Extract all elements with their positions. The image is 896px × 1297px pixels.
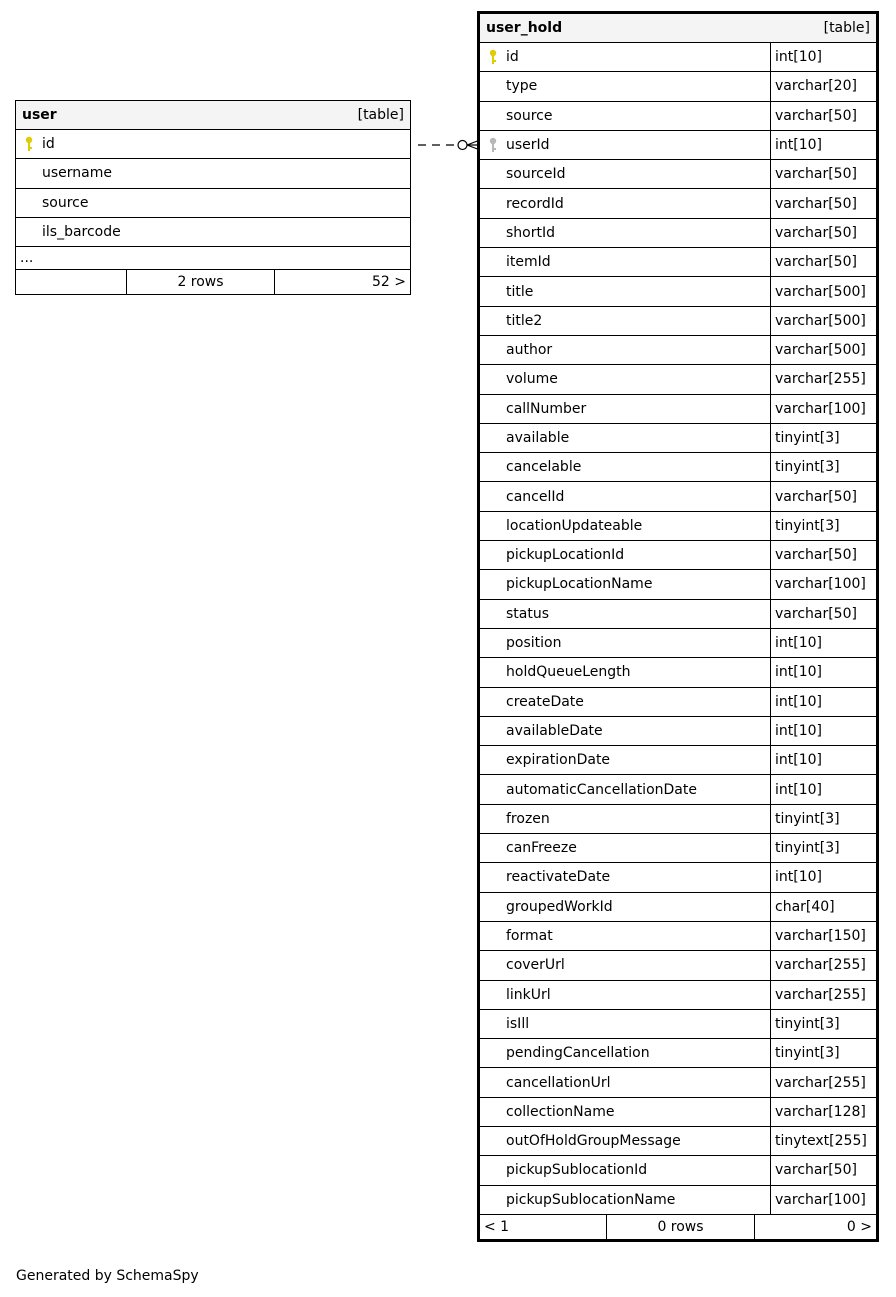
table-name[interactable]: user	[22, 107, 57, 123]
column-name	[480, 863, 770, 891]
column-name-text: id	[42, 136, 55, 153]
column-name	[480, 72, 770, 100]
column-row[interactable]	[480, 922, 876, 951]
column-name-text: createDate	[506, 693, 584, 710]
column-row[interactable]	[480, 1098, 876, 1127]
column-type: varchar[255]	[770, 1068, 876, 1096]
column-type: int[10]	[770, 717, 876, 745]
column-name-text: canFreeze	[506, 840, 577, 857]
column-type: varchar[100]	[770, 395, 876, 423]
column-name-text: volume	[506, 371, 558, 388]
column-type: varchar[50]	[770, 482, 876, 510]
column-row[interactable]	[480, 893, 876, 922]
column-row[interactable]	[16, 130, 410, 159]
column-name	[480, 717, 770, 745]
column-row[interactable]	[480, 951, 876, 980]
column-name-text: type	[506, 78, 538, 95]
column-type: varchar[50]	[770, 219, 876, 247]
column-type: int[10]	[770, 131, 876, 159]
footer-left	[16, 270, 127, 294]
column-row[interactable]	[480, 746, 876, 775]
column-name	[480, 1098, 770, 1126]
column-name	[16, 189, 410, 217]
column-name-text: shortId	[506, 224, 555, 241]
column-row[interactable]	[480, 688, 876, 717]
column-type: int[10]	[770, 43, 876, 71]
row-count: 2 rows	[127, 270, 275, 294]
column-name	[480, 922, 770, 950]
column-name-text: pickupSublocationId	[506, 1162, 648, 1179]
column-type: tinyint[3]	[770, 453, 876, 481]
column-row[interactable]	[480, 981, 876, 1010]
column-name-text: position	[506, 635, 562, 652]
column-type: char[40]	[770, 893, 876, 921]
column-name-text: title	[506, 283, 534, 300]
column-row[interactable]	[480, 336, 876, 365]
column-name-text: availableDate	[506, 722, 603, 739]
column-row[interactable]	[480, 248, 876, 277]
column-row[interactable]	[16, 218, 410, 247]
column-name-text: frozen	[506, 810, 550, 827]
column-name	[480, 834, 770, 862]
column-type: varchar[50]	[770, 600, 876, 628]
column-type: varchar[20]	[770, 72, 876, 100]
table-kind: [table]	[357, 107, 404, 123]
column-name	[480, 512, 770, 540]
column-name	[480, 775, 770, 803]
column-name-text: locationUpdateable	[506, 517, 643, 534]
parent-count-link[interactable]: < 1	[480, 1215, 607, 1239]
column-row[interactable]	[480, 658, 876, 687]
column-name-text: pickupLocationId	[506, 547, 625, 564]
column-type: varchar[50]	[770, 189, 876, 217]
column-name	[480, 1068, 770, 1096]
column-type: int[10]	[770, 688, 876, 716]
table-kind: [table]	[823, 20, 870, 36]
column-name-text: collectionName	[506, 1103, 615, 1120]
column-name-text: outOfHoldGroupMessage	[506, 1133, 681, 1150]
column-row[interactable]	[480, 102, 876, 131]
column-row[interactable]	[480, 189, 876, 218]
column-row[interactable]	[16, 159, 410, 188]
column-type: int[10]	[770, 863, 876, 891]
column-name	[16, 159, 410, 187]
column-type: tinyint[3]	[770, 512, 876, 540]
column-row[interactable]	[480, 160, 876, 189]
column-row[interactable]	[480, 72, 876, 101]
column-type: int[10]	[770, 746, 876, 774]
column-name	[480, 688, 770, 716]
column-type: varchar[255]	[770, 365, 876, 393]
column-row[interactable]	[480, 570, 876, 599]
column-row[interactable]	[480, 43, 876, 72]
column-name-text: recordId	[506, 195, 564, 212]
column-name	[480, 570, 770, 598]
column-row[interactable]	[480, 131, 876, 160]
column-type: varchar[50]	[770, 160, 876, 188]
column-list	[480, 43, 876, 1215]
column-row[interactable]	[480, 395, 876, 424]
column-type: int[10]	[770, 775, 876, 803]
column-name	[480, 336, 770, 364]
column-name	[480, 600, 770, 628]
column-name	[480, 629, 770, 657]
row-count: 0 rows	[607, 1215, 755, 1239]
column-name	[16, 130, 410, 158]
table-header	[16, 101, 410, 130]
column-name	[480, 1039, 770, 1067]
column-row[interactable]	[480, 1039, 876, 1068]
generated-by-footnote: Generated by SchemaSpy	[16, 1268, 199, 1284]
column-name-text: title2	[506, 312, 543, 329]
column-name-text: sourceId	[506, 166, 566, 183]
column-type: varchar[50]	[770, 541, 876, 569]
column-name-text: expirationDate	[506, 752, 611, 769]
table-header	[480, 14, 876, 43]
column-type: varchar[100]	[770, 570, 876, 598]
primary-key-icon	[24, 136, 34, 152]
more-columns-ellipsis: ...	[16, 247, 410, 270]
column-name	[480, 189, 770, 217]
column-name-text: automaticCancellationDate	[506, 781, 697, 798]
column-name	[480, 160, 770, 188]
column-name-text: cancelId	[506, 488, 565, 505]
column-row[interactable]	[480, 775, 876, 804]
column-name-text: username	[42, 165, 112, 182]
column-name	[480, 1156, 770, 1184]
column-type: varchar[500]	[770, 336, 876, 364]
column-name	[480, 746, 770, 774]
column-name	[480, 277, 770, 305]
column-name-text: cancelable	[506, 459, 582, 476]
column-row[interactable]	[480, 277, 876, 306]
column-type: tinyint[3]	[770, 424, 876, 452]
column-row[interactable]	[480, 1010, 876, 1039]
column-name-text: pendingCancellation	[506, 1045, 650, 1062]
column-name-text: source	[506, 107, 553, 124]
column-row[interactable]	[480, 541, 876, 570]
column-row[interactable]	[480, 805, 876, 834]
column-name-text: itemId	[506, 254, 551, 271]
column-name-text: format	[506, 928, 553, 945]
table-footer	[480, 1215, 876, 1239]
column-name-text: available	[506, 430, 570, 446]
column-name-text: holdQueueLength	[506, 664, 631, 681]
column-name	[480, 424, 770, 452]
column-type: tinytext[255]	[770, 1127, 876, 1155]
column-type: varchar[50]	[770, 102, 876, 130]
column-row[interactable]	[480, 1156, 876, 1185]
table-name[interactable]: user_hold	[486, 20, 563, 36]
column-row[interactable]	[480, 717, 876, 746]
column-type: int[10]	[770, 658, 876, 686]
column-name-text: ils_barcode	[42, 224, 121, 241]
column-name-text: linkUrl	[506, 986, 551, 1003]
column-name-text: reactivateDate	[506, 869, 611, 886]
column-name	[480, 1186, 770, 1214]
column-name-text: coverUrl	[506, 957, 565, 974]
column-name-text: status	[506, 605, 550, 622]
column-name	[480, 365, 770, 393]
column-row[interactable]	[480, 1068, 876, 1097]
child-count-link[interactable]: 0 >	[846, 1218, 872, 1235]
column-name-text: pickupLocationName	[506, 576, 653, 593]
column-name-text: userId	[506, 137, 550, 154]
column-name	[480, 131, 770, 159]
relationship-zero-marker	[458, 141, 467, 150]
column-name-text: author	[506, 342, 553, 359]
column-name	[16, 218, 410, 246]
column-row[interactable]	[480, 512, 876, 541]
column-name	[480, 482, 770, 510]
column-type: varchar[255]	[770, 981, 876, 1009]
column-name	[480, 951, 770, 979]
column-name-text: isIll	[506, 1015, 530, 1032]
column-type: varchar[100]	[770, 1186, 876, 1214]
column-name-text: groupedWorkId	[506, 898, 613, 915]
column-name-text: id	[506, 49, 519, 66]
column-row[interactable]	[480, 424, 876, 453]
column-type: varchar[500]	[770, 307, 876, 335]
column-row[interactable]	[480, 307, 876, 336]
column-name	[480, 1127, 770, 1155]
child-count-link[interactable]: 52 >	[372, 274, 406, 291]
column-name	[480, 541, 770, 569]
user-hold-table[interactable]	[477, 11, 879, 1242]
column-name	[480, 248, 770, 276]
column-type: varchar[128]	[770, 1098, 876, 1126]
column-name	[480, 1010, 770, 1038]
column-name	[480, 658, 770, 686]
column-row[interactable]	[480, 834, 876, 863]
column-name-text: callNumber	[506, 400, 587, 417]
column-name	[480, 805, 770, 833]
column-name	[480, 893, 770, 921]
column-name	[480, 43, 770, 71]
column-name	[480, 395, 770, 423]
column-type: varchar[50]	[770, 1156, 876, 1184]
table-footer	[16, 270, 410, 294]
column-name-text: pickupSublocationName	[506, 1191, 676, 1208]
column-row[interactable]	[480, 863, 876, 892]
column-type: tinyint[3]	[770, 1039, 876, 1067]
column-type: varchar[150]	[770, 922, 876, 950]
column-row[interactable]	[480, 1127, 876, 1156]
column-name-text: source	[42, 194, 89, 211]
column-row[interactable]	[480, 365, 876, 394]
column-row[interactable]	[480, 219, 876, 248]
foreign-key-icon	[488, 137, 498, 153]
column-name	[480, 219, 770, 247]
user-table[interactable]	[15, 100, 411, 295]
column-row[interactable]	[480, 1186, 876, 1215]
column-type: varchar[255]	[770, 951, 876, 979]
column-type: tinyint[3]	[770, 834, 876, 862]
column-type: varchar[500]	[770, 277, 876, 305]
column-name	[480, 307, 770, 335]
column-row[interactable]	[16, 189, 410, 218]
column-type: int[10]	[770, 629, 876, 657]
primary-key-icon	[488, 49, 498, 65]
column-type: tinyint[3]	[770, 1010, 876, 1038]
column-row[interactable]	[480, 600, 876, 629]
column-name	[480, 102, 770, 130]
column-type: tinyint[3]	[770, 805, 876, 833]
column-name	[480, 453, 770, 481]
column-row[interactable]	[480, 453, 876, 482]
column-row[interactable]	[480, 629, 876, 658]
column-name	[480, 981, 770, 1009]
column-name-text: cancellationUrl	[506, 1074, 611, 1091]
column-row[interactable]	[480, 482, 876, 511]
column-list	[16, 130, 410, 247]
column-type: varchar[50]	[770, 248, 876, 276]
